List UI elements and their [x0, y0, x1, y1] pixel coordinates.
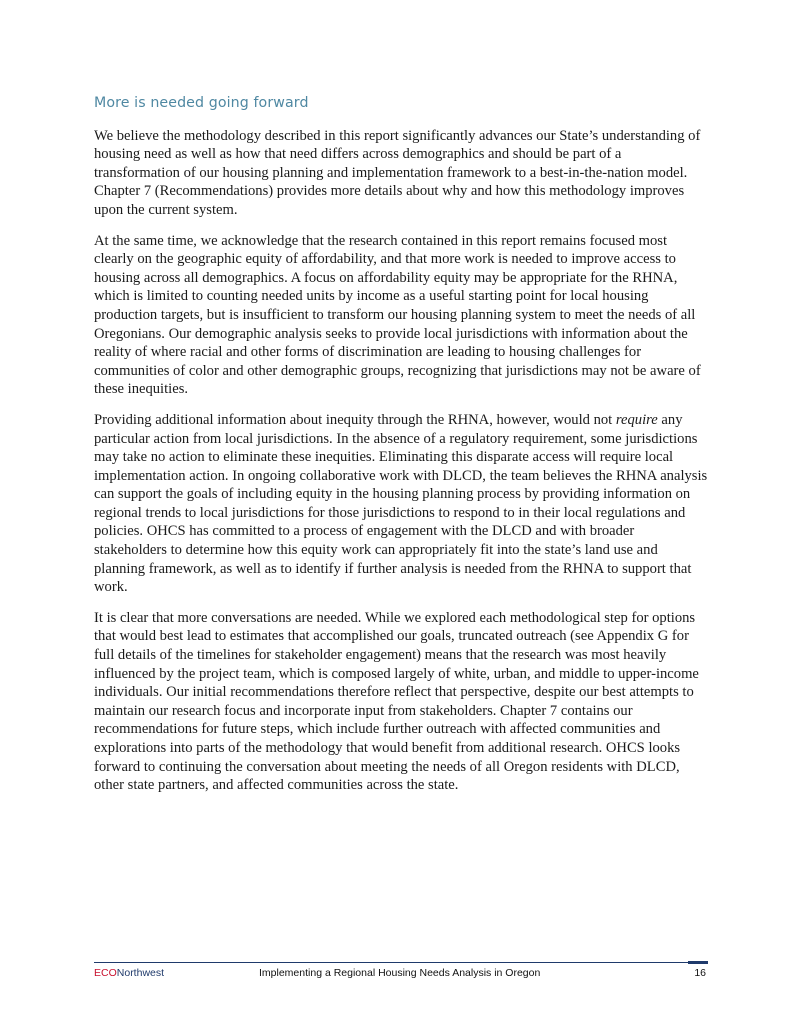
paragraph-1: We believe the methodology described in this report significantly advances our State’s understanding of housing need as well as how that need differs across demographics and should be part of a transformation of our housing planning and implementation framework to a best-in-the-nation model. Chapter 7 (Recommendations) provides more details about why and how this methodology improves upon the current system. — [94, 127, 701, 218]
paragraph-3 — [94, 411, 708, 597]
page-footer — [94, 962, 708, 984]
paragraph-3-rest: any particular action from local jurisdictions. In the absence of a regulatory requirement, some jurisdictions may take no action to eliminate these inequities. Eliminating this disparate access will require local implementation action. In ongoing collaborative work with DLCD, the team believes the RHNA analysis can support the goals of including equity in the housing planning process by providing information on regional trends to local jurisdictions for those jurisdictions to respond to in their local regulations and policies. OHCS has committed to a process of engagement with the DLCD and with broader stakeholders to determine how this equity work can appropriately fit into the state’s land use and planning framework, as well as to identify if further analysis is needed from the RHNA to support that work. — [94, 411, 708, 596]
brand-suffix: Northwest — [116, 967, 165, 979]
paragraph-3-lead: Providing additional information about inequity through the RHNA, however, would not — [94, 411, 616, 428]
footer-rule-accent — [688, 961, 708, 964]
brand-prefix: ECO — [94, 967, 117, 979]
paragraph-2: At the same time, we acknowledge that the research contained in this report remains focused most clearly on the geographic equity of affordability, and that more work is needed to improve access to housing across all demographics. A focus on affordability equity may be appropriate for the RHNA, which is limited to counting needed units by income as a useful starting point for local housing production targets, but is insufficient to transform our housing planning system to meet the needs of all Oregonians. Our demographic analysis seeks to provide local jurisdictions with information about the reality of where racial and other forms of discrimination are leading to housing challenges for communities of color and other demographic groups, recognizing that jurisdictions may not be aware of these inequities. — [94, 232, 701, 398]
footer-report-title: Implementing a Regional Housing Needs Analysis in Oregon — [259, 967, 541, 979]
paragraph-4: It is clear that more conversations are needed. While we explored each methodological step for options that would best lead to estimates that accomplished our goals, truncated outreach (see Appendix G for full details of the timelines for stakeholder engagement) means that the research was most heavily influenced by the project team, which is composed largely of white, urban, and middle to upper-income individuals. Our initial recommendations therefore reflect that perspective, despite our best attempts to maintain our research focus and incorporate input from stakeholders. Chapter 7 contains our recommendations for future steps, which include further outreach with affected communities and explorations into parts of the methodology that would benefit from additional research. OHCS looks forward to continuing the conversation about meeting the needs of all Oregon residents with DLCD, other state partners, and affected communities across the state. — [94, 609, 699, 794]
page-content — [94, 94, 708, 807]
footer-brand-logo — [94, 967, 164, 979]
paragraph-3-emphasis: require — [615, 411, 658, 428]
section-heading: More is needed going forward — [94, 95, 309, 111]
page-number: 16 — [694, 967, 706, 979]
footer-rule — [94, 962, 708, 963]
